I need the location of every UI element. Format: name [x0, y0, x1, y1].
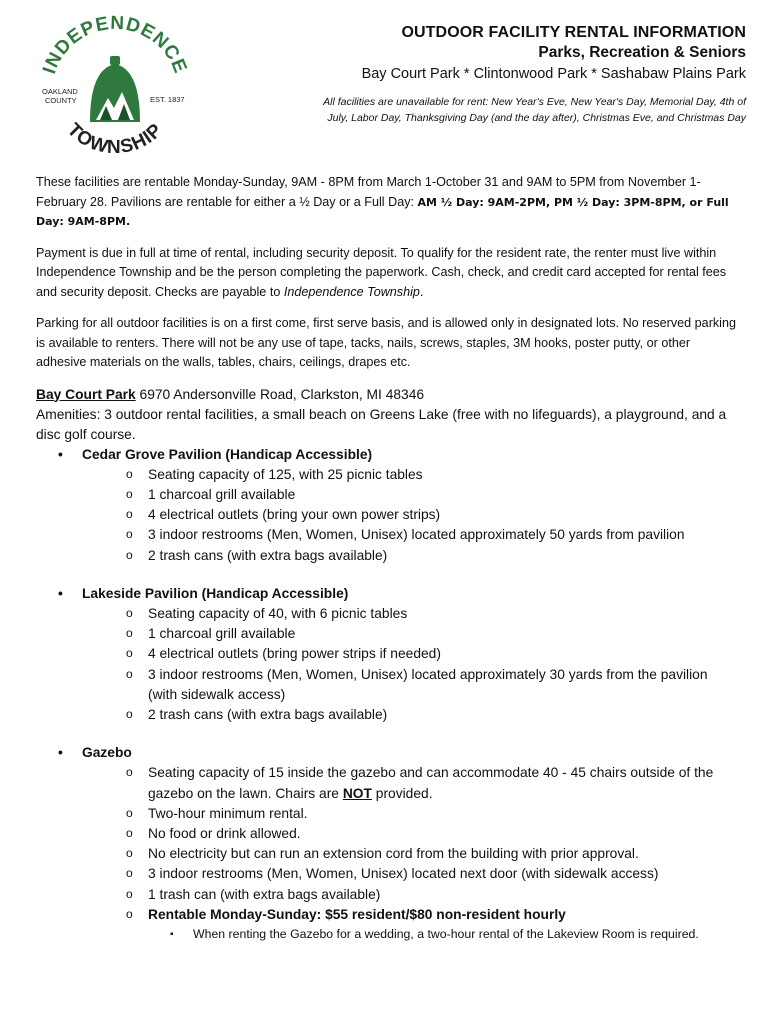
- parks-list: Bay Court Park * Clintonwood Park * Sashabaw Plains Park: [361, 66, 746, 82]
- list-item: o Seating capacity of 40, with 6 picnic tables: [126, 604, 740, 624]
- facility-name: • Cedar Grove Pavilion (Handicap Accessible): [82, 446, 373, 462]
- independence-township-logo: [30, 12, 200, 162]
- list-item: o No electricity but can run an extension cord from the building with prior approval.: [126, 844, 740, 864]
- list-item: o 3 indoor restrooms (Men, Women, Unisex) located approximately 30 yards from the pavilion (with sidewalk access): [126, 665, 740, 705]
- facility-name: • Lakeside Pavilion (Handicap Accessible): [82, 585, 349, 601]
- logo-top-text: INDEPENDENCE: [39, 12, 191, 77]
- list-item: o 3 indoor restrooms (Men, Women, Unisex) located next door (with sidewalk access): [126, 864, 740, 884]
- list-item: o 1 charcoal grill available: [126, 624, 740, 644]
- bell-icon: [90, 56, 140, 122]
- facility-gazebo: [58, 743, 740, 944]
- list-item: o 1 trash can (with extra bags available): [126, 885, 740, 905]
- not-emphasis: NOT: [342, 785, 372, 801]
- gazebo-wedding-note: ▪ When renting the Gazebo for a wedding, a two-hour rental of the Lakeview Room is required.: [170, 925, 740, 944]
- document-header: [276, 24, 746, 126]
- document-title: OUTDOOR FACILITY RENTAL INFORMATION: [401, 24, 746, 41]
- facility-lakeside: [58, 584, 740, 725]
- list-item: o 4 electrical outlets (bring power strips if needed): [126, 644, 740, 664]
- park-address: 6970 Andersonville Road, Clarkston, MI 48346: [135, 386, 425, 402]
- park-section: [36, 385, 740, 445]
- holiday-notice: All facilities are unavailable for rent: New Year's Eve, New Year's Day, Memorial Day, 4th of July, Labor Day, Thanksgiving Day (and the day after), Christmas Eve, and Christmas Day: [323, 96, 746, 124]
- list-item: o 1 charcoal grill available: [126, 485, 740, 505]
- list-item: o 2 trash cans (with extra bags available): [126, 546, 740, 566]
- logo-oakland-text: OAKLAND: [42, 87, 78, 96]
- list-item: o Seating capacity of 15 inside the gazebo and can accommodate 40 - 45 chairs outside of the gazebo on the lawn. Chairs are NOT provided.: [126, 763, 740, 803]
- list-item-rate: [126, 905, 740, 944]
- facility-list: [36, 445, 740, 944]
- list-item: o Two-hour minimum rental.: [126, 804, 740, 824]
- park-amenities: Amenities: 3 outdoor rental facilities, a small beach on Greens Lake (free with no lifeguards), a playground, and a disc golf course.: [36, 406, 727, 442]
- payee-name: Independence Township: [283, 284, 420, 299]
- logo-county-text: COUNTY: [45, 96, 77, 105]
- list-item: o 4 electrical outlets (bring your own power strips): [126, 505, 740, 525]
- logo-est-text: EST. 1837: [150, 95, 185, 104]
- facility-name: • Gazebo: [82, 745, 132, 761]
- list-item: o 3 indoor restrooms (Men, Women, Unisex) located approximately 50 yards from pavilion: [126, 525, 740, 545]
- half-day-hours: AM ½ Day: 9AM-2PM, PM ½ Day: 3PM-8PM, or Full Day: 9AM-8PM.: [36, 195, 729, 228]
- facility-cedar-grove: [58, 445, 740, 566]
- gazebo-rate: Rentable Monday-Sunday: $55 resident/$80 non-resident hourly: [148, 906, 566, 922]
- department-name: Parks, Recreation & Seniors: [538, 44, 746, 61]
- park-heading: [36, 385, 740, 405]
- svg-text:TOWNSHIP: [63, 119, 167, 158]
- list-item: o Seating capacity of 125, with 25 picnic tables: [126, 465, 740, 485]
- parking-paragraph: Parking for all outdoor facilities is on a first come, first serve basis, and is allowed only in designated lots. No reserved parking is available to renters. There will not be any use of tape, tacks, nails, screws, staples, 3M hooks, poster putty, or other adhesive materials on the walls, tables, chairs, ceilings, drapes etc.: [36, 316, 736, 369]
- payment-paragraph: Payment is due in full at time of rental, including security deposit. To qualify for the resident rate, the renter must live within Independence Township and be the person completing the paperwork. Cash, check, and credit card accepted for rental fees and security deposit. Checks are payable to Independence Township.: [36, 245, 727, 299]
- logo-bottom-text: TOWNSHIP: [62, 119, 168, 159]
- park-name: Bay Court Park: [36, 386, 136, 402]
- document-body: [36, 173, 740, 962]
- hours-paragraph: These facilities are rentable Monday-Sunday, 9AM - 8PM from March 1-October 31 and 9AM to 5PM from November 1-February 28. Pavilions are rentable for either a ½ Day or a Full Day: AM ½ Day: 9AM-2PM, PM ½ Day: 3PM-8PM, or Full Day: 9AM-8PM.: [36, 175, 729, 228]
- list-item: o 2 trash cans (with extra bags available): [126, 705, 740, 725]
- list-item: o No food or drink allowed.: [126, 824, 740, 844]
